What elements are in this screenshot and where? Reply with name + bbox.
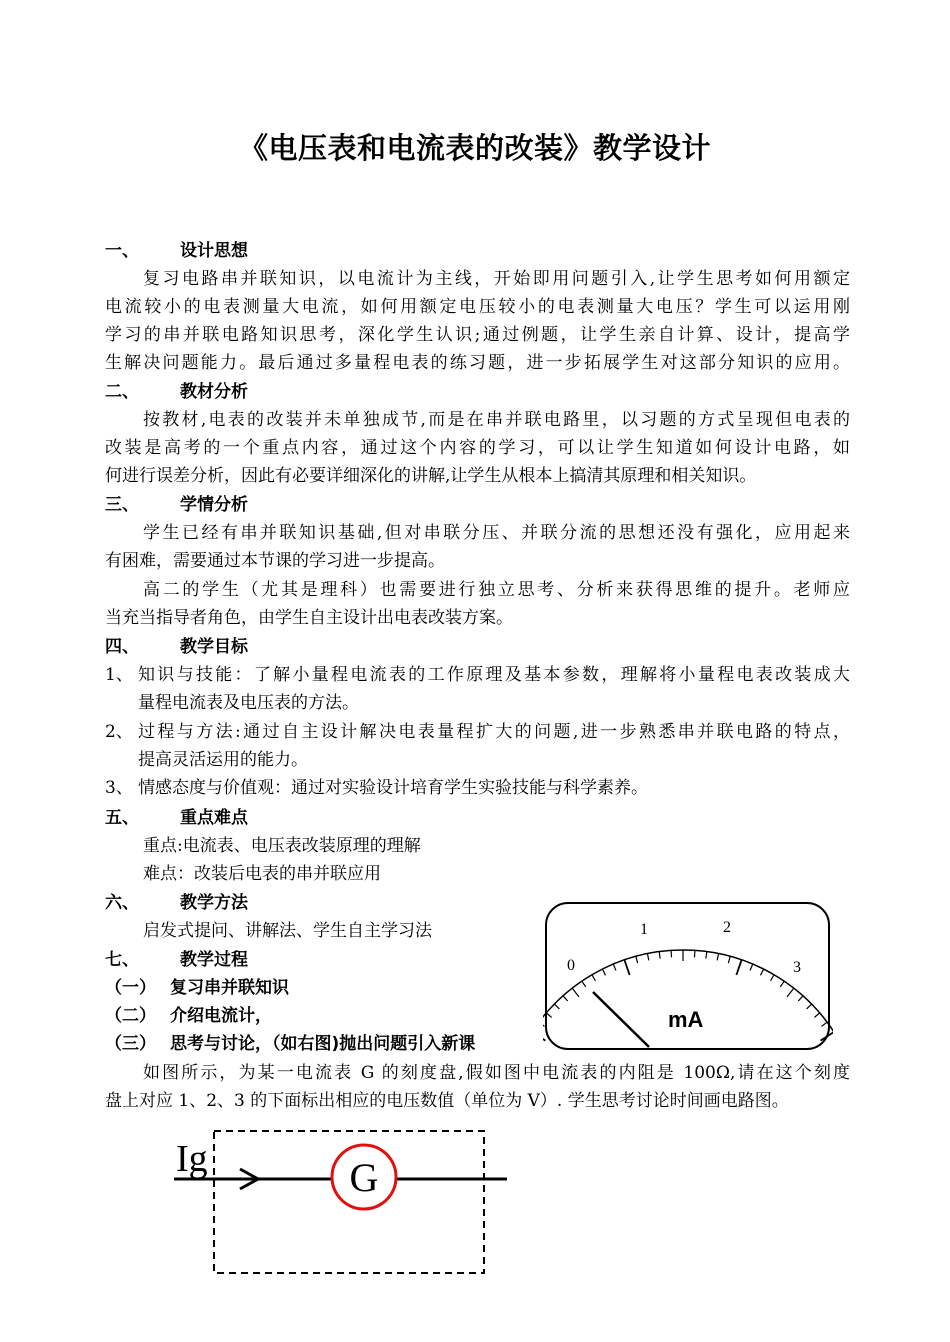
scale-tick [624, 960, 629, 975]
section-heading: 学情分析 [180, 495, 248, 515]
current-label: Ig [176, 1138, 208, 1180]
scale-tick [760, 969, 763, 975]
scale-tick [798, 996, 803, 1001]
galvanometer-label: G [349, 1155, 379, 1200]
unit-label: mA [668, 1007, 704, 1032]
section-number: 一、 [105, 241, 139, 261]
scale-label-3: 3 [793, 959, 801, 976]
scale-tick [706, 952, 707, 959]
paragraph-line: 学生已经有串并联知识基础,但对串联分压、并联分流的思想还没有强化，应用起来 [143, 523, 850, 543]
paragraph-line: 盘上对应 1、2、3 的下面标出相应的电压数值（单位为 V）. 学生思考讨论时间画电路图。 [105, 1091, 789, 1111]
section-number: 七、 [105, 950, 139, 970]
scale-tick [543, 1022, 544, 1026]
section-number: 六、 [105, 893, 139, 913]
scale-tick [822, 1022, 828, 1026]
paragraph-line: 复习电路串并联知识，以电流计为主线，开始即用问题引入,让学生思考如何用额定 [143, 269, 850, 289]
paragraph-line: 按教材,电表的改装并未单独成节,而是在串并联电路里，以习题的方式呈现但电表的 [143, 410, 850, 430]
scale-tick [613, 964, 616, 970]
scale-tick [807, 1004, 812, 1009]
scale-tick [717, 954, 718, 961]
process-item: 介绍电流计， [170, 1006, 272, 1026]
process-number: （三） [105, 1034, 156, 1054]
scale-tick [636, 956, 638, 963]
section-number: 二、 [105, 382, 139, 402]
scale-tick [592, 975, 596, 981]
scale-tick [787, 988, 794, 997]
paragraph-line: 何进行误差分析，因此有必要详细深化的讲解,让学生从根本上搞清其原理和相关知识。 [105, 466, 757, 486]
process-number: （二） [105, 1006, 156, 1026]
scale-tick [821, 1032, 833, 1041]
scale-tick [736, 960, 741, 975]
scale-tick [554, 1004, 559, 1009]
objective-number: 2、 [105, 722, 133, 742]
objective-line: 情感态度与价值观：通过对实验设计培育学生实验技能与科学素养。 [138, 778, 648, 798]
process-item: 复习串并联知识 [170, 978, 289, 998]
paragraph-line: 当充当指导者角色，由学生自主设计出电表改装方案。 [105, 608, 513, 628]
process-number: （一） [105, 978, 156, 998]
objective-line: 知识与技能：了解小量程电流表的工作原理及基本参数，理解将小量程电表改装成大 [138, 665, 850, 685]
circuit-diagram [170, 1125, 515, 1280]
paragraph-line: 改装是高考的一个重点内容，通过这个内容的学习，可以让学生知道如何设计电路，如 [105, 438, 850, 458]
section-number: 五、 [105, 808, 139, 828]
scale-label-1: 1 [640, 921, 648, 938]
paragraph-line: 有困难，需要通过本节课的学习进一步提高。 [105, 551, 445, 571]
paragraph-line: 电流较小的电表测量大电流，如何用额定电压较小的电表测量大电压？学生可以运用刚 [105, 297, 850, 317]
milliammeter-dial [543, 900, 833, 1055]
objective-line: 过程与方法:通过自主设计解决电表量程扩大的问题,进一步熟悉串并联电路的特点， [138, 722, 850, 742]
scale-tick [780, 981, 784, 987]
scale-label-2: 2 [723, 919, 731, 936]
paragraph-line: 如图所示，为某一电流表 G 的刻度盘,假如图中电流表的内阻是 100Ω,请在这个刻度 [143, 1063, 850, 1083]
scale-tick [728, 956, 730, 963]
scale-tick [563, 996, 568, 1001]
paragraph-line: 学习的串并联电路知识思考，深化学生认识;通过例题，让学生亲自计算、设计，提高学 [105, 325, 850, 345]
objective-number: 3、 [105, 778, 133, 798]
objective-number: 1、 [105, 665, 133, 685]
section-heading: 教学方法 [180, 893, 248, 913]
scale-tick [771, 975, 775, 981]
scale-tick [582, 981, 586, 987]
methods-line: 启发式提问、讲解法、学生自主学习法 [143, 921, 432, 941]
objective-line: 提高灵活运用的能力。 [138, 750, 308, 770]
keypoint-line: 重点:电流表、电压表改装原理的理解 [143, 836, 421, 856]
process-item: 思考与讨论，（如右图)抛出问题引入新课 [170, 1034, 476, 1054]
scale-tick [546, 1013, 551, 1018]
scale-tick [659, 952, 660, 959]
section-number: 三、 [105, 495, 139, 515]
objective-line: 量程电流表及电压表的方法。 [138, 693, 359, 713]
section-heading: 重点难点 [180, 808, 248, 828]
paragraph-line: 高二的学生（尤其是理科）也需要进行独立思考、分析来获得思维的提升。老师应 [143, 580, 850, 600]
section-number: 四、 [105, 637, 139, 657]
meter-needle [593, 992, 649, 1047]
scale-tick [602, 969, 605, 975]
scale-tick [647, 954, 648, 961]
section-heading: 设计思想 [180, 241, 248, 261]
section-heading: 教学目标 [180, 637, 248, 657]
scale-tick [814, 1013, 819, 1018]
section-heading: 教学过程 [180, 950, 248, 970]
scale-tick [750, 964, 753, 970]
scale-tick [543, 1032, 545, 1041]
scale-label-0: 0 [567, 957, 575, 974]
section-heading: 教材分析 [180, 382, 248, 402]
scale-tick [572, 988, 579, 997]
page-title: 《电压表和电流表的改装》教学设计 [238, 131, 711, 165]
keypoint-line: 难点：改装后电表的串并联应用 [143, 864, 381, 884]
paragraph-line: 生解决问题能力。最后通过多量程电表的练习题，进一步拓展学生对这部分知识的应用。 [105, 353, 850, 373]
